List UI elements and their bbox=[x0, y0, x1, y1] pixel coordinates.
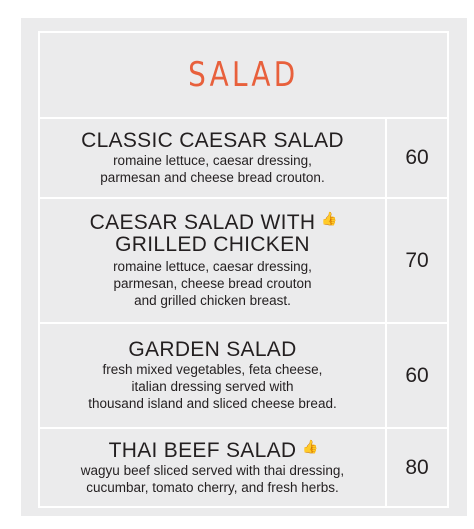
menu-item-description-line: romaine lettuce, caesar dressing, bbox=[113, 259, 312, 274]
menu-item-description-line: wagyu beef sliced served with thai dressing, bbox=[80, 462, 345, 478]
menu-item-price: 80 bbox=[405, 455, 429, 479]
menu-item-description-line: parmesan and cheese bread crouton. bbox=[100, 170, 325, 185]
menu-item-name: GARDEN SALAD bbox=[128, 338, 297, 361]
menu-item-garden-salad bbox=[40, 324, 447, 429]
menu-card bbox=[21, 18, 467, 516]
thumbs-up-icon: 👍 bbox=[321, 211, 338, 226]
menu-item-caesar-salad-grilled-chicken bbox=[40, 199, 447, 324]
menu-header bbox=[40, 33, 447, 119]
menu-item-description-line: and grilled chicken breast. bbox=[134, 293, 291, 308]
menu-item-name bbox=[109, 440, 317, 462]
menu-item-description-line: romaine lettuce, caesar dressing, bbox=[113, 153, 312, 168]
menu-item-details bbox=[40, 199, 387, 322]
menu-item-details bbox=[40, 324, 387, 427]
menu-item-details bbox=[40, 429, 387, 506]
menu-item-name-line: CAESAR SALAD WITH bbox=[89, 211, 316, 234]
menu-item-thai-beef-salad bbox=[40, 429, 447, 506]
menu-item-description-line: italian dressing served with bbox=[131, 379, 294, 394]
menu-item-name-line: THAI BEEF SALAD bbox=[108, 438, 297, 462]
menu-table bbox=[38, 31, 449, 508]
menu-item-classic-caesar-salad bbox=[40, 119, 447, 199]
menu-item-description-line: cucumbar, tomato cherry, and fresh herbs. bbox=[86, 479, 339, 495]
menu-item-description-line: fresh mixed vegetables, feta cheese, bbox=[102, 362, 323, 377]
menu-item-name-line: GRILLED CHICKEN bbox=[115, 233, 310, 256]
menu-item-name bbox=[90, 212, 336, 234]
menu-item-price: 70 bbox=[405, 248, 429, 272]
menu-item-description-line: parmesan, cheese bread crouton bbox=[113, 276, 312, 291]
menu-item-price: 60 bbox=[405, 363, 429, 387]
thumbs-up-icon: 👍 bbox=[302, 438, 319, 454]
menu-title: SALAD bbox=[188, 55, 299, 95]
menu-item-description-line: thousand island and sliced cheese bread. bbox=[88, 396, 337, 411]
menu-item-price: 60 bbox=[405, 146, 429, 169]
menu-item-details bbox=[40, 119, 387, 197]
menu-item-name: CLASSIC CAESAR SALAD bbox=[81, 129, 344, 152]
